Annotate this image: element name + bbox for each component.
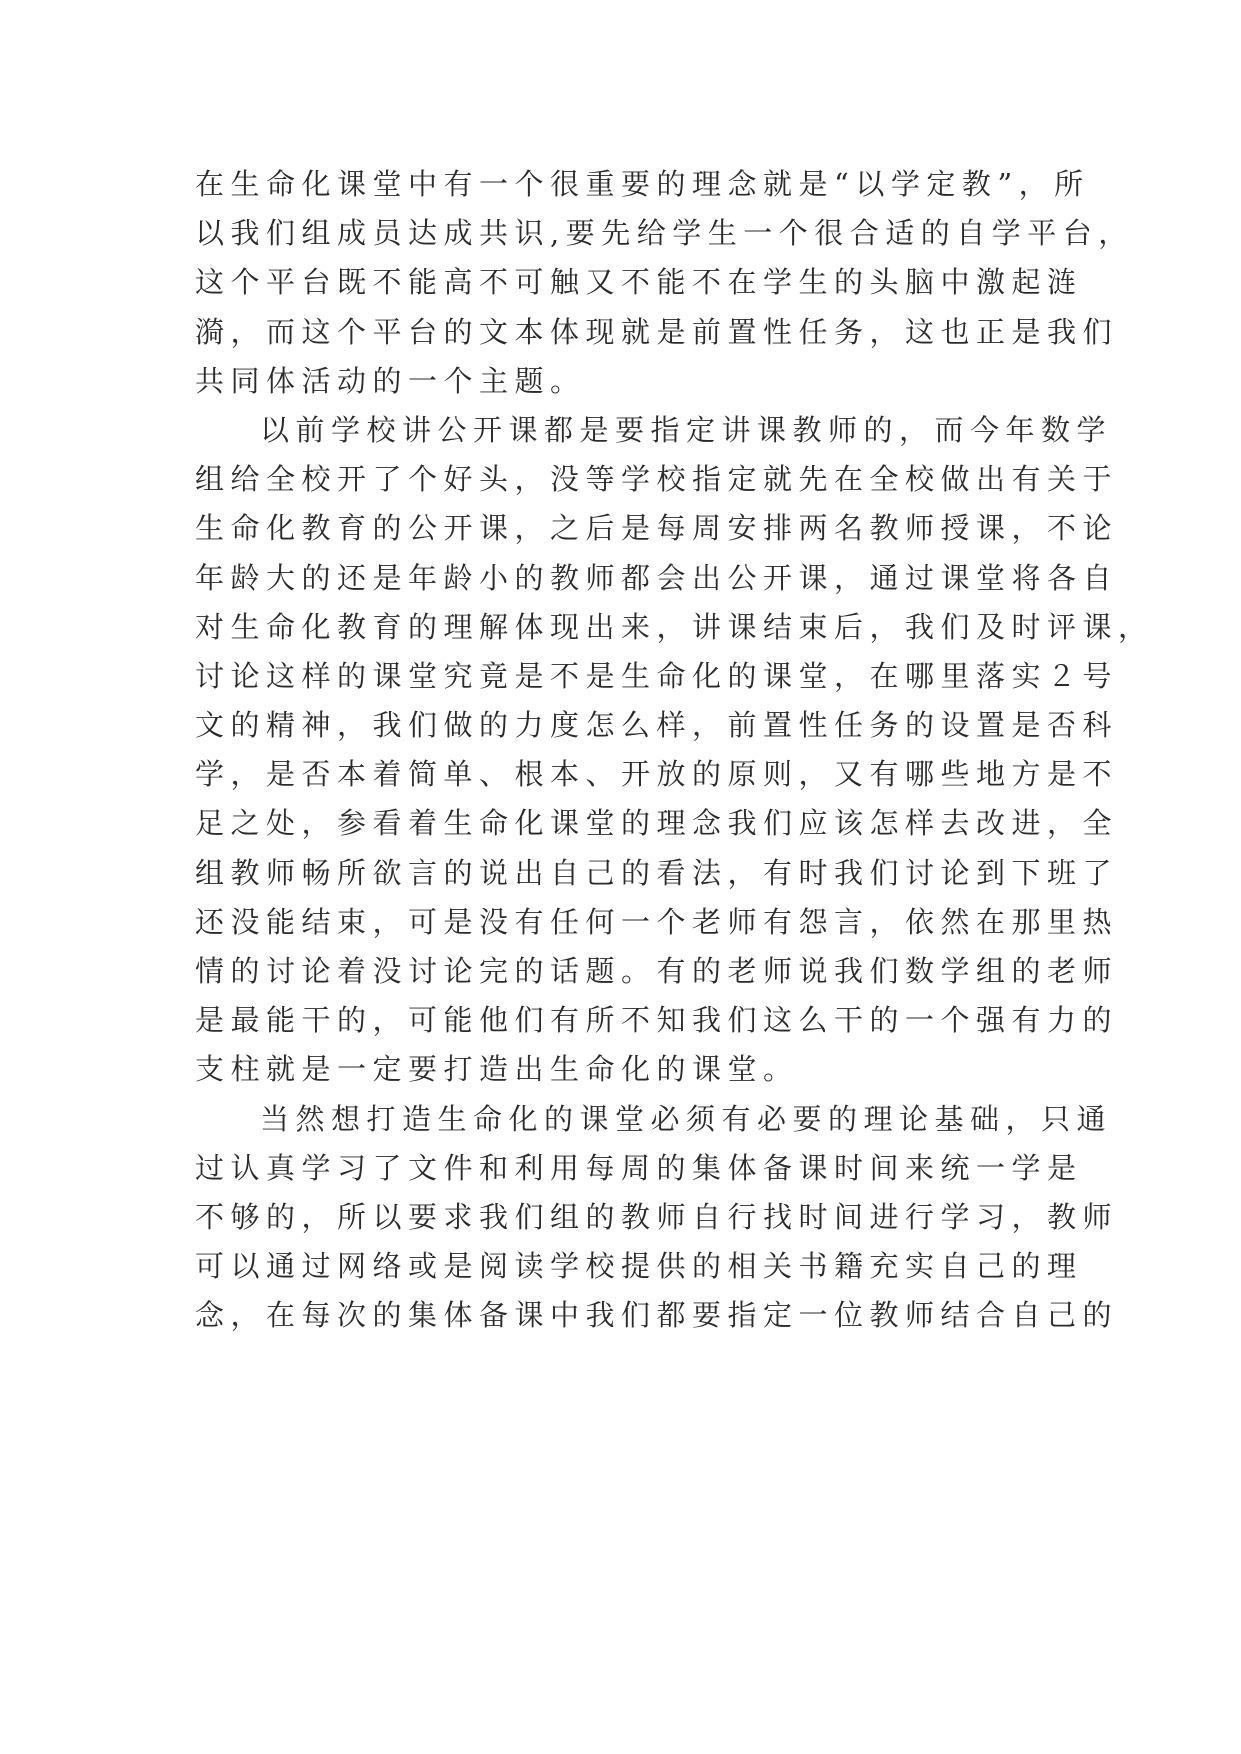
text-line: 以我们组成员达成共识,要先给学生一个很合适的自学平台， [195, 216, 1134, 251]
text-line: 情的讨论着没讨论完的话题。有的老师说我们数学组的老师 [195, 954, 1119, 988]
text-line: 是最能干的，可能他们有所不知我们这么干的一个强有力的 [195, 1003, 1119, 1038]
text-line: 组给全校开了个好头，没等学校指定就先在全校做出有关于 [195, 462, 1119, 497]
text-line: 以前学校讲公开课都是要指定讲课教师的，而今年数学 [260, 412, 1113, 447]
text-line: 过认真学习了文件和利用每周的集体备课时间来统一学是 [195, 1150, 1083, 1185]
text-line: 念，在每次的集体备课中我们都要指定一位教师结合自己的 [195, 1298, 1119, 1333]
text-line: 足之处，参看着生命化课堂的理念我们应该怎样去改进，全 [195, 806, 1119, 841]
text-line: 可以通过网络或是阅读学校提供的相关书籍充实自己的理 [195, 1249, 1083, 1284]
text-line: 共同体活动的一个主题。 [195, 363, 586, 398]
text-line: 在生命化课堂中有一个很重要的理念就是“以学定教”，所 [195, 167, 1090, 201]
text-line: 生命化教育的公开课，之后是每周安排两名教师授课，不论 [195, 511, 1119, 546]
paragraph-1 [195, 160, 1134, 406]
text-line: 这个平台既不能高不可触又不能不在学生的头脑中激起涟 [195, 265, 1083, 300]
text-line: 当然想打造生命化的课堂必须有必要的理论基础，只通 [260, 1101, 1113, 1136]
paragraph-2 [195, 406, 1154, 1095]
text-line: 漪，而这个平台的文本体现就是前置性任务，这也正是我们 [195, 314, 1119, 349]
body-text [195, 160, 1154, 1341]
text-line: 学，是否本着简单、根本、开放的原则，又有哪些地方是不 [195, 757, 1119, 792]
text-line: 支柱就是一定要打造出生命化的课堂。 [195, 1052, 799, 1087]
text-line: 对生命化教育的理解体现出来，讲课结束后，我们及时评课， [195, 609, 1154, 644]
text-line: 还没能结束，可是没有任何一个老师有怨言，依然在那里热 [195, 904, 1119, 939]
text-line: 组教师畅所欲言的说出自己的看法，有时我们讨论到下班了 [195, 855, 1119, 890]
text-line: 讨论这样的课堂究竟是不是生命化的课堂，在哪里落实２号 [195, 658, 1119, 693]
text-line: 年龄大的还是年龄小的教师都会出公开课，通过课堂将各自 [195, 560, 1119, 595]
paragraph-3 [195, 1095, 1119, 1341]
text-line: 文的精神，我们做的力度怎么样，前置性任务的设置是否科 [195, 708, 1119, 743]
text-line: 不够的，所以要求我们组的教师自行找时间进行学习，教师 [195, 1199, 1119, 1234]
